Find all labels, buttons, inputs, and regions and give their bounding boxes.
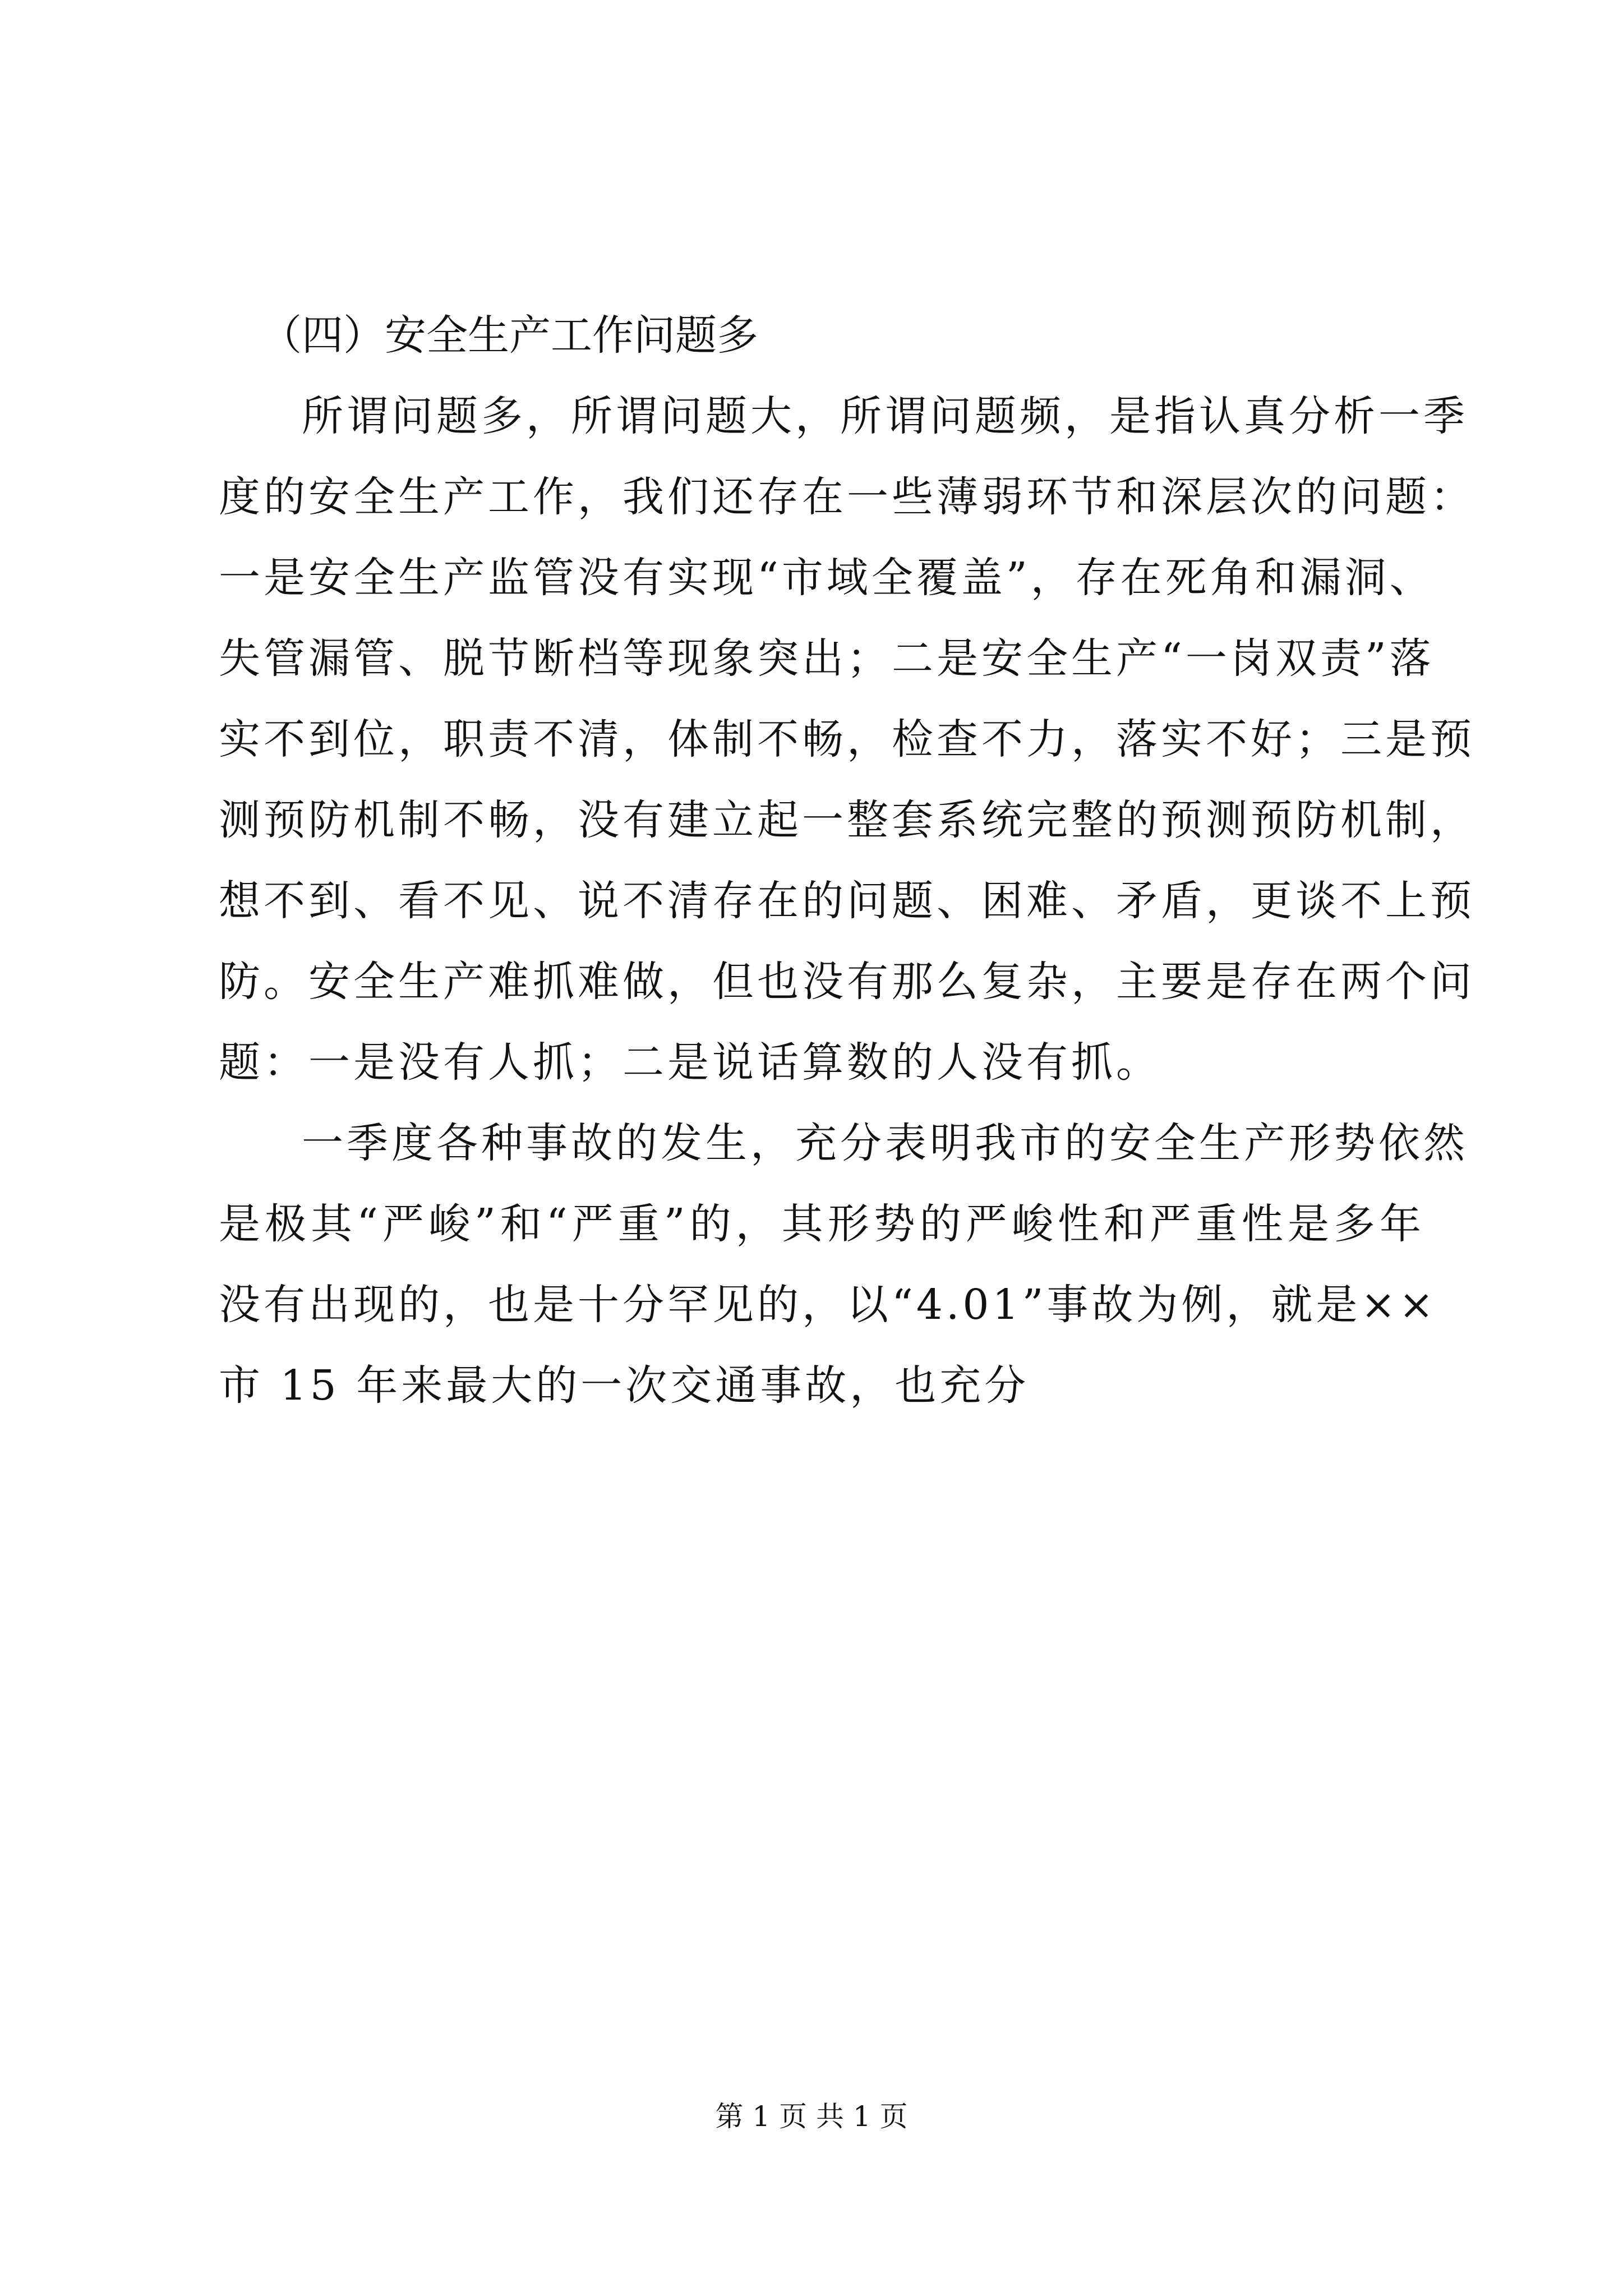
paragraph-line: 度的安全生产工作，我们还存在一些薄弱环节和深层次的问题： (219, 473, 1475, 521)
paragraph-line: 一是安全生产监管没有实现“市域全覆盖”，存在死角和漏洞、 (219, 554, 1435, 602)
paragraph-line: 失管漏管、脱节断档等现象突出；二是安全生产“一岗双责”落 (219, 634, 1435, 683)
paragraph-line: 所谓问题多，所谓问题大，所谓问题频，是指认真分析一季 (302, 392, 1468, 440)
paragraph-line: 市 15 年来最大的一次交通事故，也充分 (219, 1361, 1030, 1410)
paragraph-line: 测预防机制不畅，没有建立起一整套系统完整的预测预防机制， (219, 796, 1475, 844)
paragraph-1 (219, 376, 1475, 1103)
page-footer: 第 1 页 共 1 页 (715, 2100, 908, 2133)
paragraph-line: 题：一是没有人抓；二是说话算数的人没有抓。 (219, 1038, 1161, 1087)
paragraph-line: 没有出现的，也是十分罕见的，以“4.01”事故为例，就是×× (219, 1281, 1437, 1329)
paragraph-line: 一季度各种事故的发生，充分表明我市的安全生产形势依然 (302, 1119, 1468, 1167)
paragraph-line: 想不到、看不见、说不清存在的问题、困难、矛盾，更谈不上预 (219, 877, 1475, 925)
paragraph-line: 防。安全生产难抓难做，但也没有那么复杂，主要是存在两个问 (219, 958, 1475, 1006)
paragraph-line: 是极其“严峻”和“严重”的，其形势的严峻性和严重性是多年 (219, 1200, 1424, 1248)
section-heading: （四）安全生产工作问题多 (260, 311, 758, 360)
paragraph-2 (219, 1103, 1468, 1426)
paragraph-line: 实不到位，职责不清，体制不畅，检查不力，落实不好；三是预 (219, 715, 1475, 763)
document-body (219, 295, 1475, 1426)
